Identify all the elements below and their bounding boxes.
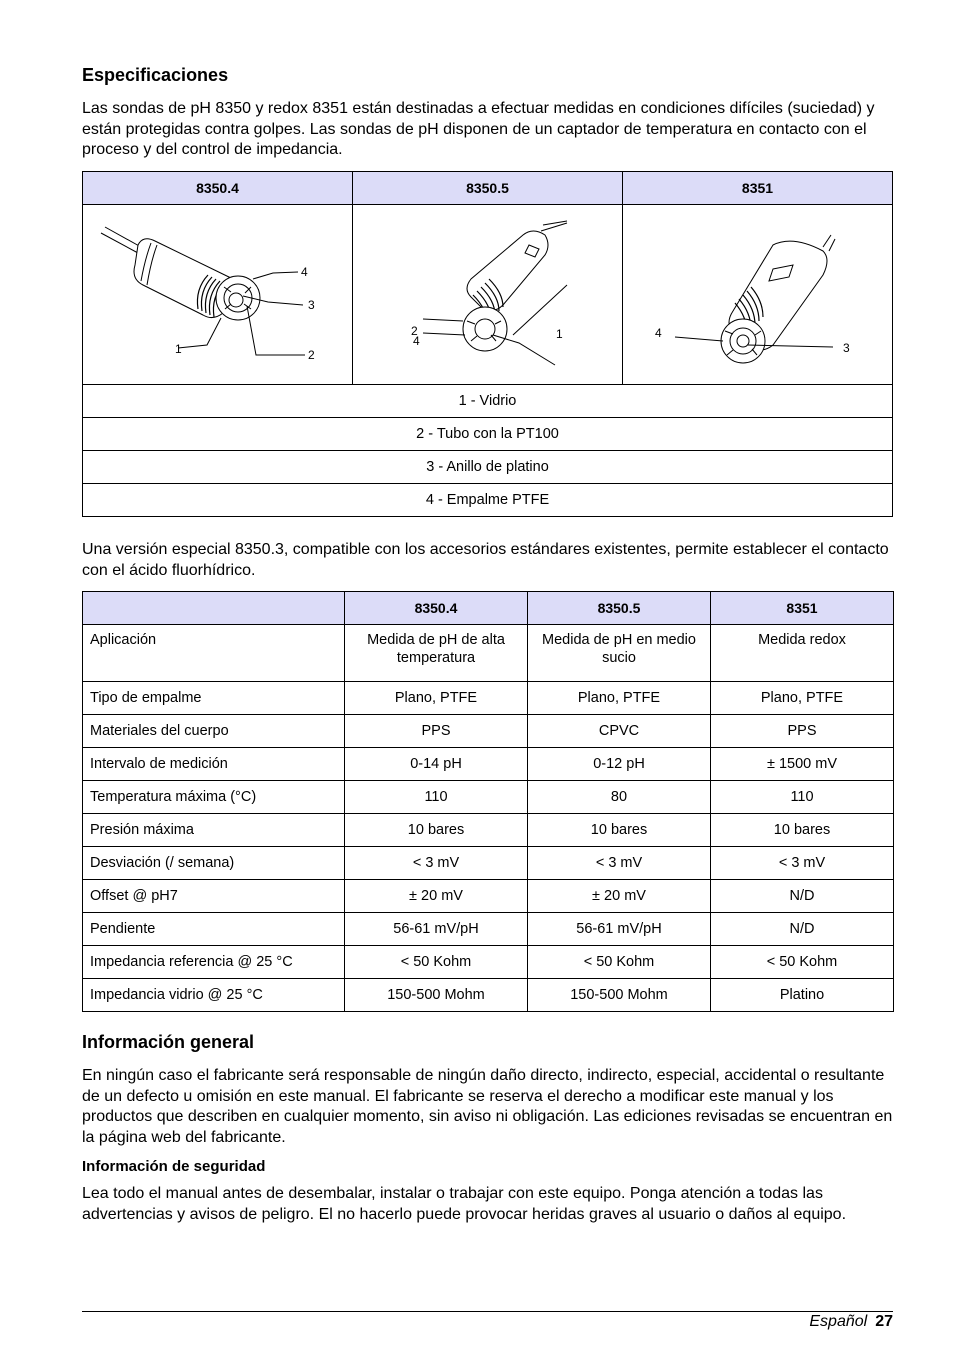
general-body: En ningún caso el fabricante será responsable de ningún daño directo, indirecto, especial, accidental o resultante de un defecto u omisión en este manual. El fabricante se reserva el derecho a modificar este manual y los productos que describen en cualquier momento, sin aviso ni obligación. Las ediciones revisadas se encuentran en la página web del fabricante.	[82, 1067, 893, 1146]
spec-label: Pendiente	[83, 913, 345, 946]
spec-label: Impedancia referencia @ 25 °C	[83, 946, 345, 979]
spec-label: Offset @ pH7	[83, 880, 345, 913]
legend-item: 3 - Anillo de platino	[83, 451, 893, 484]
probe-drawing	[83, 205, 352, 384]
table-row	[83, 814, 894, 847]
table-row	[83, 715, 894, 748]
spec-cell: < 50 Kohm	[528, 946, 711, 979]
callout-label: 1	[175, 342, 182, 356]
spec-cell: 56-61 mV/pH	[528, 913, 711, 946]
spec-label: Temperatura máxima (°C)	[83, 781, 345, 814]
probe-illustration-8350-5	[353, 205, 623, 385]
probe-illustration-8350-4	[83, 205, 353, 385]
spec-cell: Medida de pH de alta temperatura	[345, 625, 528, 682]
spec-header: 8350.4	[345, 592, 528, 625]
spec-cell: Plano, PTFE	[528, 682, 711, 715]
spec-cell: N/D	[711, 913, 894, 946]
spec-cell: 110	[345, 781, 528, 814]
footer-divider	[82, 1311, 893, 1312]
spec-label: Aplicación	[83, 625, 345, 682]
spec-table	[82, 591, 894, 1012]
table-row	[83, 781, 894, 814]
spec-cell: 0-14 pH	[345, 748, 528, 781]
spec-cell: 150-500 Mohm	[528, 979, 711, 1012]
spec-cell: Plano, PTFE	[345, 682, 528, 715]
spec-cell: Medida redox	[711, 625, 894, 682]
callout-label: 4	[301, 265, 308, 279]
spec-header-blank	[83, 592, 345, 625]
callout-label: 4	[655, 326, 662, 340]
callout-label: 3	[308, 298, 315, 312]
spec-cell: 0-12 pH	[528, 748, 711, 781]
spec-cell: ± 20 mV	[345, 880, 528, 913]
table-row	[83, 979, 894, 1012]
spec-cell: < 3 mV	[711, 847, 894, 880]
spec-cell: < 50 Kohm	[711, 946, 894, 979]
spec-cell: Plano, PTFE	[711, 682, 894, 715]
spec-cell: PPS	[345, 715, 528, 748]
section-title-especificaciones: Especificaciones	[82, 65, 229, 85]
spec-label: Presión máxima	[83, 814, 345, 847]
table-row	[83, 682, 894, 715]
spec-header: 8351	[711, 592, 894, 625]
spec-cell: 56-61 mV/pH	[345, 913, 528, 946]
spec-cell: CPVC	[528, 715, 711, 748]
probe-drawing	[353, 205, 622, 384]
spec-cell: 10 bares	[345, 814, 528, 847]
table-row	[83, 946, 894, 979]
spec-label: Tipo de empalme	[83, 682, 345, 715]
probe-drawing	[623, 205, 892, 384]
legend-item: 1 - Vidrio	[83, 385, 893, 418]
special-version-note: Una versión especial 8350.3, compatible con los accesorios estándares existentes, permite establecer el contacto con el ácido fluorhídrico.	[82, 541, 889, 579]
spec-cell: PPS	[711, 715, 894, 748]
spec-cell: 10 bares	[528, 814, 711, 847]
figure-header: 8350.4	[83, 172, 353, 205]
callout-label: 4	[413, 334, 420, 348]
legend-item: 4 - Empalme PTFE	[83, 484, 893, 517]
spec-cell: < 3 mV	[345, 847, 528, 880]
spec-cell: Platino	[711, 979, 894, 1012]
table-row	[83, 748, 894, 781]
figure-header: 8351	[623, 172, 893, 205]
callout-label: 1	[556, 327, 563, 341]
callout-label: 2	[411, 324, 418, 338]
table-row	[83, 913, 894, 946]
spec-label: Intervalo de medición	[83, 748, 345, 781]
spec-cell: ± 1500 mV	[711, 748, 894, 781]
page-footer	[809, 1313, 893, 1331]
spec-label: Materiales del cuerpo	[83, 715, 345, 748]
spec-cell: N/D	[711, 880, 894, 913]
figure-header: 8350.5	[353, 172, 623, 205]
section-title-informacion-general: Información general	[82, 1032, 255, 1052]
safety-body: Lea todo el manual antes de desembalar, instalar o trabajar con este equipo. Ponga atención a todas las advertencias y avisos de peligro. El no hacerlo puede provocar heridas graves al usuario o daños al equipo.	[82, 1185, 847, 1223]
spec-cell: 10 bares	[711, 814, 894, 847]
spec-cell: Medida de pH en medio sucio	[528, 625, 711, 682]
spec-cell: 110	[711, 781, 894, 814]
legend-item: 2 - Tubo con la PT100	[83, 418, 893, 451]
spec-cell: 80	[528, 781, 711, 814]
spec-cell: 150-500 Mohm	[345, 979, 528, 1012]
callout-label: 2	[308, 348, 315, 362]
probe-figure-table	[82, 171, 893, 517]
page-number: 27	[875, 1313, 893, 1330]
spec-cell: < 3 mV	[528, 847, 711, 880]
table-row	[83, 880, 894, 913]
table-row	[83, 625, 894, 682]
spec-label: Desviación (/ semana)	[83, 847, 345, 880]
safety-title: Información de seguridad	[82, 1158, 266, 1175]
spec-label: Impedancia vidrio @ 25 °C	[83, 979, 345, 1012]
footer-language: Español	[809, 1313, 868, 1330]
spec-cell: < 50 Kohm	[345, 946, 528, 979]
table-row	[83, 847, 894, 880]
probe-illustration-8351	[623, 205, 893, 385]
spec-intro: Las sondas de pH 8350 y redox 8351 están destinadas a efectuar medidas en condiciones difíciles (suciedad) y están protegidas contra golpes. Las sondas de pH disponen de un captador de temperatura en contacto con el proceso y del control de impedancia.	[82, 100, 875, 158]
spec-header: 8350.5	[528, 592, 711, 625]
callout-label: 3	[843, 341, 850, 355]
spec-cell: ± 20 mV	[528, 880, 711, 913]
